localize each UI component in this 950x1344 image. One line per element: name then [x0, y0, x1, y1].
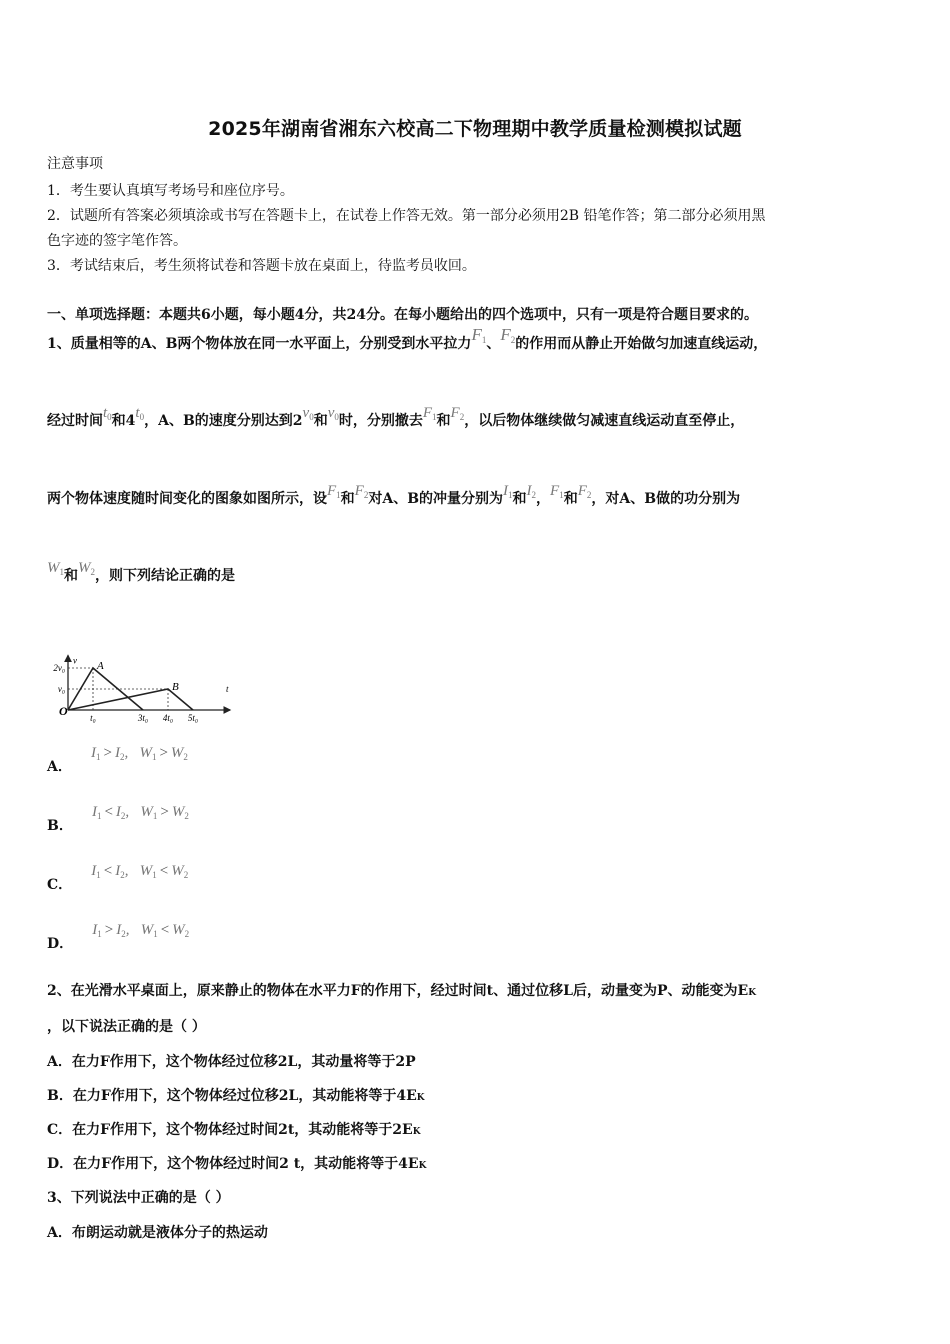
- y-tick-label: 2v₀: [53, 663, 65, 673]
- x-axis-label: t: [226, 684, 229, 694]
- q1-option-b[interactable]: B． $I_1 < I_2$, $W_1 > W_2$: [47, 804, 189, 834]
- q1-option-c[interactable]: C． $I_1 < I_2$, $W_1 < W_2$: [47, 863, 189, 893]
- q3-stem: 3、下列说法中正确的是（ ）: [47, 1190, 230, 1206]
- x-tick-label: 4t₀: [162, 713, 174, 723]
- q2-option-d[interactable]: D．在力F作用下，这个物体经过时间2 t，其动能将等于4EK: [47, 1156, 427, 1172]
- q2-option-b[interactable]: B．在力F作用下，这个物体经过位移2L，其动能将等于4EK: [47, 1088, 425, 1104]
- notice-item-1: 1．考生要认真填写考场号和座位序号。: [47, 183, 294, 199]
- section-heading: 一、单项选择题：本题共6小题，每小题4分，共24分。在每小题给出的四个选项中，只有一项是符合题目要求的。: [47, 307, 758, 323]
- q2-stem-cont: ，以下说法正确的是（ ）: [47, 1019, 206, 1035]
- q2-stem: 2、在光滑水平桌面上，原来静止的物体在水平力F的作用下，经过时间t、通过位移L后，动量变为P、动能变为EK: [47, 983, 757, 999]
- y-axis-label: v: [73, 655, 77, 666]
- velocity-time-graph: [46, 600, 246, 730]
- q1-option-a[interactable]: A． $I_1 > I_2$, $W_1 > W_2$: [47, 745, 188, 775]
- notice-item-2: 2．试题所有答案必须填涂或书写在答题卡上，在试卷上作答无效。第一部分必须用2B 铅笔作答；第二部分必须用黑: [47, 208, 766, 224]
- point-label-B: B: [172, 681, 179, 693]
- q1-option-d[interactable]: D． $I_1 > I_2$, $W_1 < W_2$: [47, 922, 190, 952]
- x-tick-label: 3t₀: [137, 713, 149, 723]
- point-label-A: A: [97, 660, 104, 672]
- notice-item-3: 3．考试结束后，考生须将试卷和答题卡放在桌面上，待监考员收回。: [47, 258, 476, 274]
- q1-line-4: $W_1$和$W_2$，则下列结论正确的是: [47, 560, 235, 584]
- x-tick-label: t₀: [90, 713, 96, 723]
- y-tick-label: v₀: [57, 684, 65, 694]
- notice-heading: 注意事项: [47, 156, 103, 172]
- q1-line-3: 两个物体速度随时间变化的图象如图所示，设$F_1$和$F_2$对A、B的冲量分别为$I_1$和$I_2$，$F_1$和$F_2$，对A、B做的功分别为: [47, 483, 741, 507]
- origin-label: O: [59, 704, 68, 718]
- q1-line-2: 经过时间$t_0$和$4t_0$，A、B的速度分别达到$2v_0$和$v_0$时，分别撤去$F_1$和$F_2$，以后物体继续做匀减速直线运动直至停止，: [47, 405, 745, 429]
- q2-option-a[interactable]: A．在力F作用下，这个物体经过位移2L，其动量将等于2P: [47, 1054, 416, 1070]
- q2-option-c[interactable]: C．在力F作用下，这个物体经过时间2t，其动能将等于2EK: [47, 1122, 421, 1138]
- notice-item-2-cont: 色字迹的签字笔作答。: [47, 233, 187, 249]
- x-tick-label: 5t₀: [187, 713, 199, 723]
- q1-line-1: 1、质量相等的A、B两个物体放在同一水平面上，分别受到水平拉力$F_1$、$F_2$的作用而从静止开始做匀加速直线运动，: [47, 325, 768, 352]
- page-title: 2025年湖南省湘东六校高二下物理期中教学质量检测模拟试题: [208, 118, 742, 140]
- q3-option-a[interactable]: A．布朗运动就是液体分子的热运动: [47, 1225, 268, 1241]
